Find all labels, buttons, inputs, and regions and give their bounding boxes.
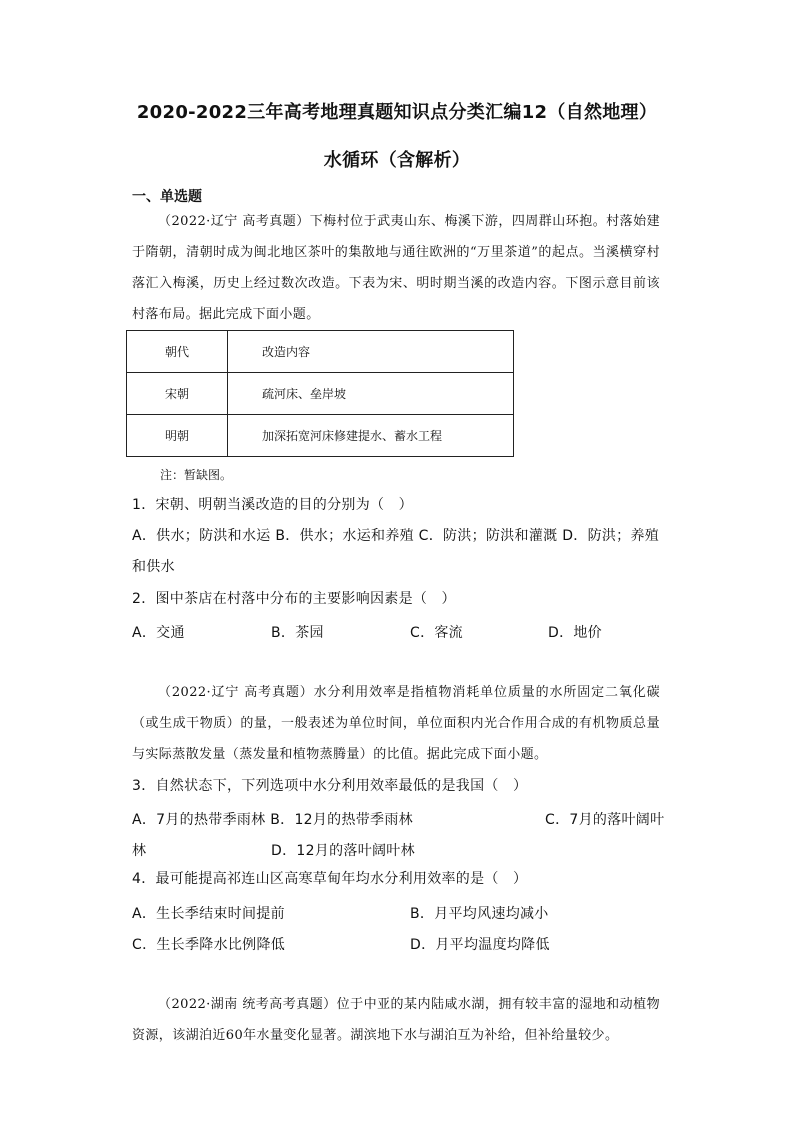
passage-1: （2022·辽宁 高考真题）下梅村位于武夷山东、梅溪下游，四周群山环抱。村落始建于隋朝，清朝时成为闽北地区茶叶的集散地与通往欧洲的“万里茶道”的起点。当溪横穿村落汇入梅溪，历史上经过数次改造。下表为宋、明时期当溪的改造内容。下图示意目前该村落布局。据此完成下面小题。 xyxy=(132,214,660,322)
question-3-option-d: D．12月的落叶阔叶林 xyxy=(271,843,415,859)
question-2-option-b: B．茶园 xyxy=(271,625,324,641)
question-2-option-c: C．客流 xyxy=(410,625,463,641)
table-row xyxy=(127,373,514,415)
passage-3: （2022·湖南 统考高考真题）位于中亚的某内陆咸水湖，拥有较丰富的湿地和动植物资源，该湖泊近60年水量变化显著。湖滨地下水与湖泊互为补给，但补给量较少。 xyxy=(132,997,660,1043)
table-cell: 宋朝 xyxy=(127,373,228,415)
table-header-cell: 改造内容 xyxy=(228,331,514,373)
table-cell: 明朝 xyxy=(127,415,228,457)
document-title-line1: 2020-2022三年高考地理真题知识点分类汇编12（自然地理） xyxy=(136,102,658,123)
question-4-option-a: A．生长季结束时间提前 xyxy=(132,906,285,922)
question-3-option-ab: A．7月的热带季雨林 B．12月的热带季雨林 xyxy=(132,812,413,828)
passage-2: （2022·辽宁 高考真题）水分利用效率是指植物消耗单位质量的水所固定二氧化碳（或生成干物质）的量，一般表述为单位时间，单位面积内光合作用合成的有机物质总量与实际蒸散发量（蒸发量和植物蒸腾量）的比值。据此完成下面小题。 xyxy=(132,685,660,762)
table-cell: 加深拓宽河床修建提水、蓄水工程 xyxy=(228,415,514,457)
table-header-cell: 朝代 xyxy=(127,331,228,373)
question-2-option-d: D．地价 xyxy=(548,625,602,641)
question-2-option-a: A．交通 xyxy=(132,625,185,641)
question-2-stem: 2．图中茶店在村落中分布的主要影响因素是（ ） xyxy=(132,591,456,607)
question-3-option-c-cont: 林 xyxy=(132,843,147,859)
question-3-stem: 3．自然状态下，下列选项中水分利用效率最低的是我国（ ） xyxy=(132,778,528,794)
question-4-option-b: B．月平均风速均减小 xyxy=(410,906,549,922)
table-row xyxy=(127,415,514,457)
figure-note: 注：暂缺图。 xyxy=(160,468,233,482)
question-4-stem: 4．最可能提高祁连山区高寒草甸年均水分利用效率的是（ ） xyxy=(132,871,528,887)
question-3-option-c: C．7月的落叶阔叶 xyxy=(545,812,665,828)
reform-table xyxy=(126,330,514,457)
document-title-line2: 水循环（含解析） xyxy=(323,150,471,171)
table-header-row xyxy=(127,331,514,373)
question-4-option-c: C．生长季降水比例降低 xyxy=(132,937,286,953)
question-1-stem: 1．宋朝、明朝当溪改造的目的分别为（ ） xyxy=(132,497,413,513)
section-heading: 一、单选题 xyxy=(132,189,202,205)
question-4-option-d: D．月平均温度均降低 xyxy=(410,937,550,953)
question-1-options: A．供水；防洪和水运 B．供水；水运和养殖 C．防洪；防洪和灌溉 D．防洪；养殖和供水 xyxy=(132,528,660,575)
table-cell: 疏河床、垒岸坡 xyxy=(228,373,514,415)
